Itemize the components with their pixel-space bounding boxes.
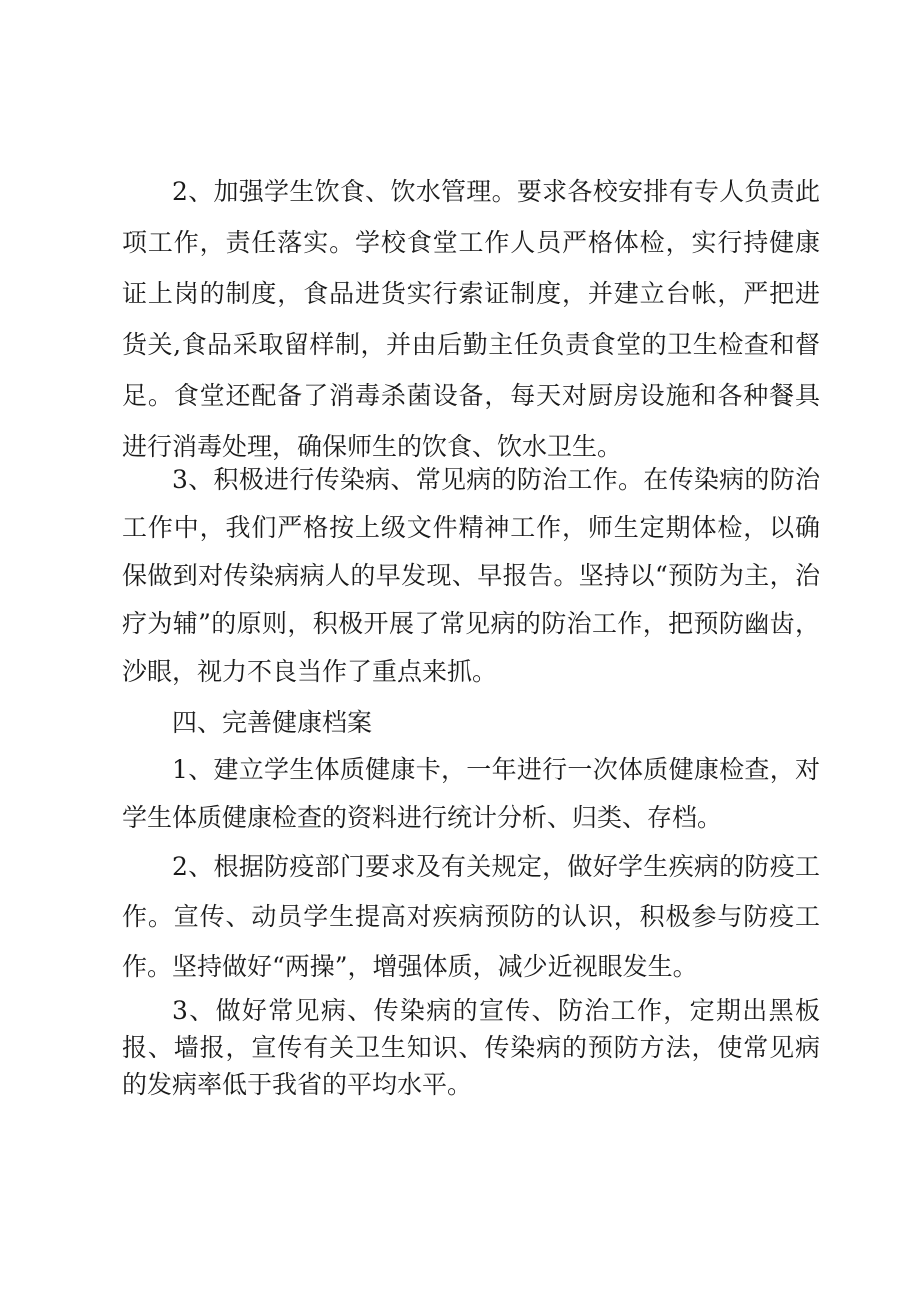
paragraph-disease-prevention: 3、积极进行传染病、常见病的防治工作。在传染病的防治工作中，我们严格按上级文件精神工作，师生定期体检，以确保做到对传染病病人的早发现、早报告。坚持以“预防为主，治疗为辅”的原则，积极开展了常见病的防治工作，把预防幽齿，沙眼，视力不良当作了重点来抓。 [122,465,820,686]
section-heading-health-records: 四、完善健康档案 [172,708,373,737]
paragraph-diet-water-management: 2、加强学生饮食、饮水管理。要求各校安排有专人负责此项工作，责任落实。学校食堂工作人员严格体检，实行持健康证上岗的制度，食品进货实行索证制度，并建立台帐，严把进货关,食品采取留样制，并由后勤主任负责食堂的卫生检查和督足。食堂还配备了消毒杀菌设备，每天对厨房设施和各种餐具进行消毒处理，确保师生的饮食、饮水卫生。 [122,177,820,461]
paragraph-health-card: 1、建立学生体质健康卡，一年进行一次体质健康检查，对学生体质健康检查的资料进行统计分析、归类、存档。 [122,755,820,832]
paragraph-epidemic-prevention: 2、根据防疫部门要求及有关规定，做好学生疾病的防疫工作。宣传、动员学生提高对疾病预防的认识，积极参与防疫工作。坚持做好“两操”，增强体质，减少近视眼发生。 [122,852,820,981]
paragraph-publicity-prevention: 3、做好常见病、传染病的宣传、防治工作，定期出黑板报、墙报，宣传有关卫生知识、传染病的预防方法，使常见病的发病率低于我省的平均水平。 [122,996,820,1099]
